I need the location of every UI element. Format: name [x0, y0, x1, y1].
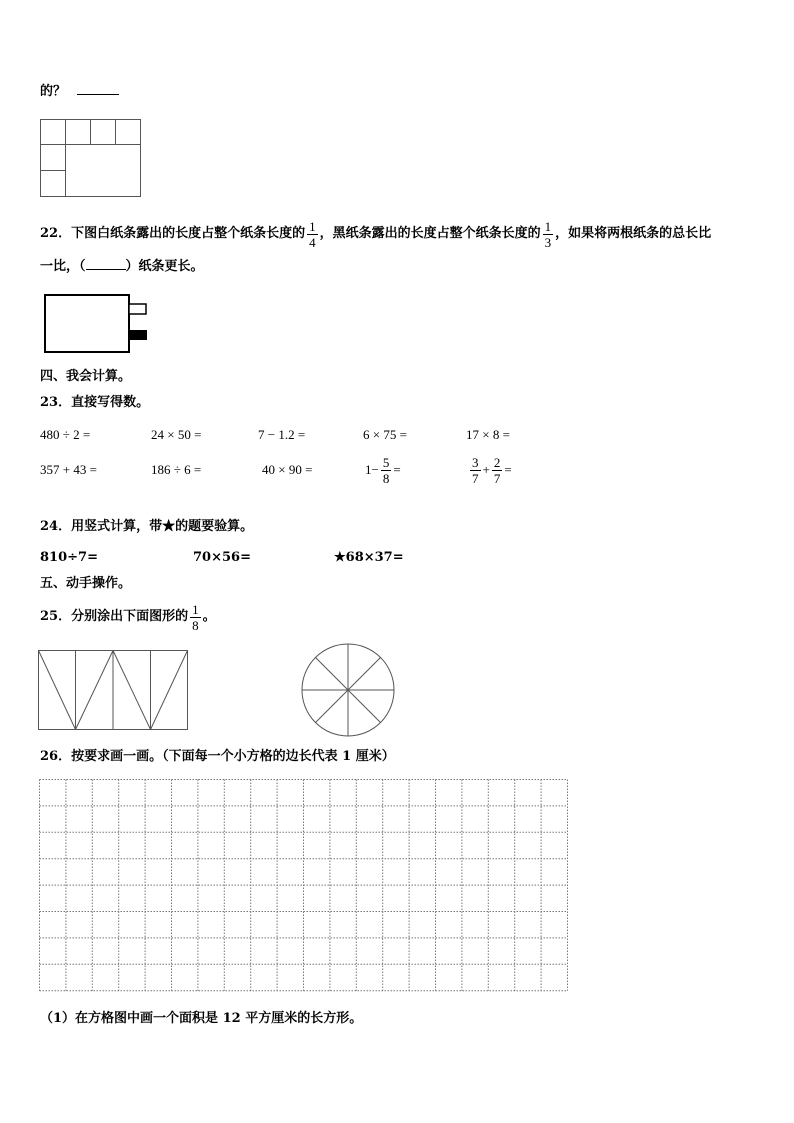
q25-line: [40, 598, 216, 636]
q25-circle-eighths-figure[interactable]: [301, 643, 395, 737]
q25-tail: 。: [202, 609, 216, 624]
q21-answer-blank[interactable]: [77, 94, 119, 95]
q24-item-68-times-37: ★68×37=: [334, 550, 404, 565]
q23-fraction-5-8: [381, 455, 392, 486]
q23-fe2-op: +: [482, 462, 490, 477]
q25-rectangle-triangles-figure[interactable]: [38, 650, 188, 730]
q23-expr-1-minus-5-8: [365, 452, 401, 488]
q23-expr-186-div-6: 186 ÷ 6 =: [151, 462, 202, 477]
q22-line2-b: ）纸条更长。: [125, 259, 204, 274]
q22-fraction-one-quarter: [307, 219, 318, 250]
q23-expr-357-plus-43: 357 + 43 =: [40, 462, 97, 477]
q23-fe1-tail: =: [393, 462, 401, 477]
q23-fe1-den: 8: [382, 470, 390, 486]
q22-answer-blank[interactable]: [86, 269, 126, 270]
q22-line2: [40, 258, 204, 276]
q22-frac1-den: 4: [309, 234, 316, 250]
q23-fe2-num1: 3: [472, 454, 479, 470]
q21-rectangle-figure: [40, 119, 141, 197]
q23-expr-480-div-2: 480 ÷ 2 =: [40, 427, 91, 442]
q23-expr-17-times-8: 17 × 8 =: [466, 427, 510, 442]
q22-text-b: ，黑纸条露出的长度占整个纸条长度的: [319, 226, 541, 241]
q23-fe2-den1: 7: [472, 470, 479, 486]
q24-item-70-times-56: 70×56=: [193, 550, 251, 565]
q23-expr-24-times-50: 24 × 50 =: [151, 427, 202, 442]
q23-expr-6-times-75: 6 × 75 =: [363, 427, 407, 442]
section-5-heading: 五、动手操作。: [40, 576, 132, 591]
q23-fe2-tail: =: [504, 462, 512, 477]
q22-frac1-num: 1: [309, 218, 316, 234]
q22-text-a: 22．下图白纸条露出的长度占整个纸条长度的: [40, 226, 306, 241]
q23-fraction-2-7: [492, 455, 503, 486]
q22-line2-a: 一比，（: [40, 259, 86, 274]
q22-fraction-one-third: [543, 219, 554, 250]
q26-sub-question-1: （1）在方格图中画一个面积是 12 平方厘米的长方形。: [40, 1011, 363, 1026]
section-4-heading: 四、我会计算。: [40, 369, 132, 384]
q23-expr-3-7-plus-2-7: [468, 452, 512, 488]
q25-frac-den: 8: [192, 617, 199, 633]
q23-fe1-lead: 1−: [365, 462, 379, 477]
q25-frac-num: 1: [192, 601, 199, 617]
q25-text: 25．分别涂出下面图形的: [40, 609, 189, 624]
q25-fraction-one-eighth: [190, 602, 201, 633]
q23-fe2-den2: 7: [493, 470, 501, 486]
q22-paper-strips-figure: [44, 294, 150, 354]
q23-title: 23．直接写得数。: [40, 395, 150, 410]
q26-square-grid[interactable]: [39, 779, 569, 992]
q22-frac2-den: 3: [544, 234, 552, 250]
q22-frac2-num: 1: [544, 218, 552, 234]
q24-title: 24．用竖式计算，带★的题要验算。: [40, 519, 254, 534]
q23-fraction-3-7: [470, 455, 481, 486]
q23-fe1-num: 5: [382, 454, 390, 470]
q22-text-c: ，如果将两根纸条的总长比: [555, 226, 712, 241]
q23-expr-40-times-90: 40 × 90 =: [262, 462, 313, 477]
q26-title: 26．按要求画一画。（下面每一个小方格的边长代表 1 厘米）: [40, 749, 395, 764]
q23-expr-7-minus-1-2: 7 − 1.2 =: [258, 427, 306, 442]
q21-line: [40, 83, 119, 101]
q22-line1: [40, 214, 711, 254]
q21-tail: 的？: [40, 84, 67, 99]
q24-item-810-div-7: 810÷7=: [40, 550, 98, 565]
q23-fe2-num2: 2: [493, 454, 501, 470]
